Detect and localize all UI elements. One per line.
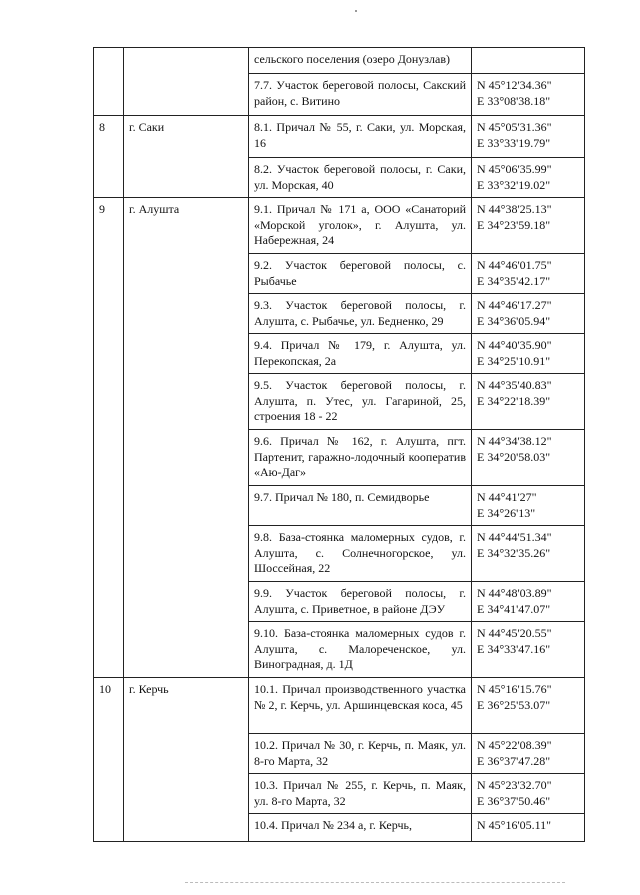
longitude-text: E 34°22'18.39" bbox=[477, 393, 551, 408]
table-row bbox=[94, 48, 585, 74]
latitude-text: N 45°16'05.11" bbox=[477, 818, 552, 832]
location-description-cell: 9.5. Участок береговой полосы, г. Алушта, п. Утес, ул. Гагариной, 25, строения 18 - 22 bbox=[249, 374, 472, 430]
coordinates-cell bbox=[472, 734, 585, 774]
latitude-text: N 45°16'15.76" bbox=[477, 682, 552, 696]
longitude-text: E 34°20'58.03" bbox=[477, 449, 551, 464]
location-description-cell: сельского поселения (озеро Донузлав) bbox=[249, 48, 472, 74]
table-row bbox=[94, 116, 585, 158]
longitude-text: E 36°37'47.28" bbox=[477, 753, 551, 768]
coordinates-cell bbox=[472, 374, 585, 430]
city-cell: г. Саки bbox=[124, 116, 249, 198]
latitude-text: N 45°22'08.39" bbox=[477, 738, 552, 752]
coordinates-cell bbox=[472, 158, 585, 198]
longitude-text: E 36°25'53.07" bbox=[477, 697, 551, 712]
longitude-text: E 33°32'19.02" bbox=[477, 177, 551, 192]
coordinates-cell bbox=[472, 678, 585, 734]
longitude-text: E 34°26'13" bbox=[477, 505, 536, 520]
row-number-cell bbox=[94, 48, 124, 116]
location-description-cell: 9.1. Причал № 171 а, ООО «Санаторий «Морской уголок», г. Алушта, ул. Набережная, 24 bbox=[249, 198, 472, 254]
latitude-text: N 44°45'20.55" bbox=[477, 626, 552, 640]
latitude-text: N 44°48'03.89" bbox=[477, 586, 552, 600]
location-description-cell: 9.6. Причал № 162, г. Алушта, пгт. Партенит, гаражно-лодочный кооператив «Аю-Даг» bbox=[249, 430, 472, 486]
latitude-text: N 44°35'40.83" bbox=[477, 378, 552, 392]
latitude-text: N 45°06'35.99" bbox=[477, 162, 552, 176]
longitude-text: E 34°36'05.94" bbox=[477, 313, 551, 328]
location-description-cell: 9.8. База-стоянка маломерных судов, г. Алушта, с. Солнечногорское, ул. Шоссейная, 22 bbox=[249, 526, 472, 582]
coordinates-cell bbox=[472, 254, 585, 294]
latitude-text: N 45°23'32.70" bbox=[477, 778, 552, 792]
coordinates-cell bbox=[472, 116, 585, 158]
latitude-text: N 44°41'27" bbox=[477, 490, 537, 504]
location-description-cell: 9.10. База-стоянка маломерных судов г. Алушта, с. Малореченское, ул. Виноградная, д. 1Д bbox=[249, 622, 472, 678]
longitude-text: E 34°23'59.18" bbox=[477, 217, 551, 232]
location-description-cell: 7.7. Участок береговой полосы, Сакский район, с. Витино bbox=[249, 74, 472, 116]
coordinates-cell bbox=[472, 526, 585, 582]
coordinates-cell bbox=[472, 622, 585, 678]
location-description-cell: 10.2. Причал № 30, г. Керчь, п. Маяк, ул. 8-го Марта, 32 bbox=[249, 734, 472, 774]
coordinates-cell bbox=[472, 48, 585, 74]
coordinates-cell bbox=[472, 774, 585, 814]
location-description-cell: 9.3. Участок береговой полосы, г. Алушта, с. Рыбачье, ул. Бедненко, 29 bbox=[249, 294, 472, 334]
coordinates-cell bbox=[472, 294, 585, 334]
location-description-cell: 9.9. Участок береговой полосы, г. Алушта, с. Приветное, в районе ДЭУ bbox=[249, 582, 472, 622]
longitude-text: E 36°37'50.46" bbox=[477, 793, 551, 808]
table-row bbox=[94, 678, 585, 734]
longitude-text: E 33°33'19.79" bbox=[477, 135, 551, 150]
location-description-cell: 8.2. Участок береговой полосы, г. Саки, ул. Морская, 40 bbox=[249, 158, 472, 198]
location-description-cell: 10.1. Причал производственного участка № 2, г. Керчь, ул. Аршинцевская коса, 45 bbox=[249, 678, 472, 734]
latitude-text: N 44°34'38.12" bbox=[477, 434, 552, 448]
coordinates-cell bbox=[472, 486, 585, 526]
longitude-text: E 34°32'35.26" bbox=[477, 545, 551, 560]
latitude-text: N 44°44'51.34" bbox=[477, 530, 552, 544]
coordinates-cell bbox=[472, 430, 585, 486]
longitude-text: E 33°08'38.18" bbox=[477, 93, 551, 108]
city-cell: г. Керчь bbox=[124, 678, 249, 842]
location-description-cell: 10.3. Причал № 255, г. Керчь, п. Маяк, ул. 8-го Марта, 32 bbox=[249, 774, 472, 814]
longitude-text: E 34°41'47.07" bbox=[477, 601, 551, 616]
city-cell bbox=[124, 48, 249, 116]
location-description-cell: 8.1. Причал № 55, г. Саки, ул. Морская, 16 bbox=[249, 116, 472, 158]
location-description-cell: 9.4. Причал № 179, г. Алушта, ул. Перекопская, 2а bbox=[249, 334, 472, 374]
location-description-cell: 9.7. Причал № 180, п. Семидворье bbox=[249, 486, 472, 526]
coordinates-cell bbox=[472, 74, 585, 116]
row-number-cell: 10 bbox=[94, 678, 124, 842]
latitude-text: N 45°05'31.36" bbox=[477, 120, 552, 134]
latitude-text: N 44°46'17.27" bbox=[477, 298, 552, 312]
latitude-text: N 44°40'35.90" bbox=[477, 338, 552, 352]
scan-speck bbox=[355, 10, 357, 12]
coordinates-cell bbox=[472, 198, 585, 254]
city-cell: г. Алушта bbox=[124, 198, 249, 678]
coordinates-cell bbox=[472, 814, 585, 842]
berths-table bbox=[93, 47, 585, 842]
longitude-text: E 34°33'47.16" bbox=[477, 641, 551, 656]
latitude-text: N 44°46'01.75" bbox=[477, 258, 552, 272]
location-description-cell: 10.4. Причал № 234 а, г. Керчь, bbox=[249, 814, 472, 842]
row-number-cell: 9 bbox=[94, 198, 124, 678]
longitude-text: E 34°25'10.91" bbox=[477, 353, 551, 368]
row-number-cell: 8 bbox=[94, 116, 124, 198]
latitude-text: N 45°12'34.36" bbox=[477, 78, 552, 92]
longitude-text: E 34°35'42.17" bbox=[477, 273, 551, 288]
scan-bottom-edge bbox=[185, 882, 565, 884]
latitude-text: N 44°38'25.13" bbox=[477, 202, 552, 216]
coordinates-cell bbox=[472, 582, 585, 622]
table-row bbox=[94, 198, 585, 254]
location-description-cell: 9.2. Участок береговой полосы, с. Рыбачье bbox=[249, 254, 472, 294]
coordinates-cell bbox=[472, 334, 585, 374]
